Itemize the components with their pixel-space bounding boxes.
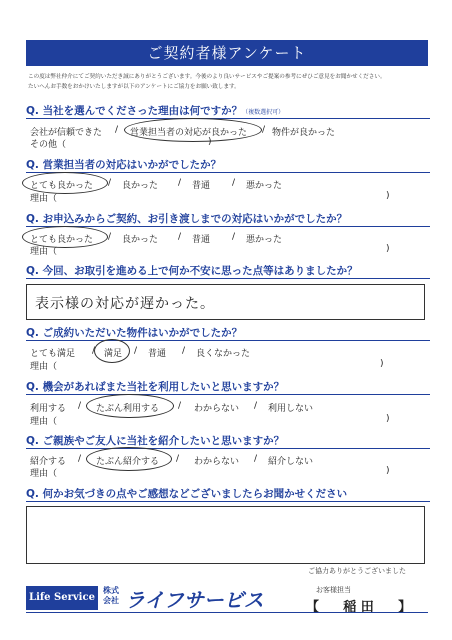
company-name: ライフサービス — [125, 588, 264, 612]
q5-heading — [26, 325, 430, 341]
q2-sep-1: / — [108, 178, 112, 188]
q3-question: Q. お申込みからご契約、お引き渡しまでの対応はいかがでしたか？ — [26, 213, 348, 225]
q6-option-1[interactable]: 利用する — [30, 404, 67, 414]
q1-note: （複数選択可） — [242, 109, 285, 116]
q3-reason-close: ) — [386, 244, 390, 254]
q5-sep-1: / — [92, 346, 96, 356]
company-prefix: 株式会社 — [103, 586, 119, 605]
q3-option-2[interactable]: 良かった — [122, 235, 159, 245]
staff-label: お客様担当 — [316, 586, 351, 594]
q2-option-1[interactable]: とても良かった — [30, 181, 94, 191]
q7-reason-close: ) — [386, 466, 390, 476]
q2-sep-2: / — [178, 178, 182, 188]
q1-option-1[interactable]: 会社が信頼できた — [30, 128, 103, 138]
footer-divider — [26, 612, 428, 613]
q6-option-4[interactable]: 利用しない — [268, 404, 314, 414]
q4-handwritten-answer: 表示様の対応が遅かった。 — [35, 296, 215, 312]
q7-question: Q. ご親族やご友人に当社を紹介したいと思いますか？ — [26, 435, 285, 447]
q5-option-1[interactable]: とても満足 — [30, 349, 76, 359]
q1-heading — [26, 103, 430, 119]
q8-question: Q. 何かお気づきの点やご感想などございましたらお聞かせください — [26, 488, 348, 500]
q5-option-2[interactable]: 満足 — [104, 349, 123, 359]
q3-reason-label: 理由（ — [30, 247, 58, 257]
q6-heading — [26, 379, 430, 395]
intro-line-2: たいへんお手数をおかけいたしますが以下のアンケートにご協力をお願い致します。 — [28, 84, 240, 90]
q2-option-2[interactable]: 良かった — [122, 181, 159, 191]
q6-reason-close: ) — [386, 414, 390, 424]
q7-option-1[interactable]: 紹介する — [30, 457, 67, 467]
q3-sep-3: / — [232, 232, 236, 242]
q6-selected-circle — [86, 394, 174, 418]
q3-sep-2: / — [178, 232, 182, 242]
q3-sep-1: / — [108, 232, 112, 242]
q7-option-3[interactable]: わからない — [194, 457, 240, 467]
q1-selected-circle — [124, 118, 262, 142]
q2-reason-label: 理由（ — [30, 194, 58, 204]
q4-question: Q. 今回、お取引を進める上で何か不安に思った点等はありましたか？ — [26, 265, 358, 277]
q5-question: Q. ご成約いただいた物件はいかがでしたか？ — [26, 327, 243, 339]
q5-sep-2: / — [134, 346, 138, 356]
q2-option-3[interactable]: 普通 — [192, 181, 211, 191]
q3-heading — [26, 211, 430, 227]
q1-other-close: ) — [208, 137, 212, 147]
q5-selected-circle — [94, 339, 130, 363]
q1-other-label: その他（ — [30, 140, 67, 150]
survey-title: ご契約者様アンケート — [26, 40, 428, 66]
q6-sep-1: / — [78, 401, 82, 411]
q5-sep-3: / — [182, 346, 186, 356]
q6-sep-2: / — [178, 401, 182, 411]
q5-option-4[interactable]: 良くなかった — [196, 349, 251, 359]
q1-sep-2: / — [262, 125, 266, 135]
q3-option-3[interactable]: 普通 — [192, 235, 211, 245]
q7-sep-1: / — [78, 454, 82, 464]
q7-heading — [26, 433, 430, 449]
q6-sep-3: / — [254, 401, 258, 411]
q3-option-1[interactable]: とても良かった — [30, 235, 94, 245]
q7-selected-circle — [86, 447, 172, 471]
q1-option-2[interactable]: 営業担当者の対応が良かった — [130, 128, 248, 138]
q4-answer-box[interactable] — [26, 284, 425, 320]
q1-question: Q. 当社を選んでくださった理由は何ですか？ — [26, 105, 243, 117]
q7-sep-2: / — [176, 454, 180, 464]
q8-comment-box[interactable] — [26, 506, 425, 564]
bracket-open: 【 — [306, 600, 320, 615]
q3-option-4[interactable]: 悪かった — [246, 235, 283, 245]
company-logo: Life Service — [26, 586, 98, 610]
q7-option-2[interactable]: たぶん紹介する — [96, 457, 160, 467]
bracket-close: 】 — [398, 600, 412, 615]
q5-reason-label: 理由（ — [30, 362, 58, 372]
q6-option-2[interactable]: たぶん利用する — [96, 404, 160, 414]
q1-sep-1: / — [115, 125, 119, 135]
q6-question: Q. 機会があればまた当社を利用したいと思いますか？ — [26, 381, 285, 393]
q6-option-3[interactable]: わからない — [194, 404, 240, 414]
q7-option-4[interactable]: 紹介しない — [268, 457, 314, 467]
q4-heading — [26, 263, 430, 279]
q7-sep-3: / — [254, 454, 258, 464]
staff-name: 稲 田 — [343, 600, 374, 615]
q2-reason-close: ) — [386, 191, 390, 201]
q5-option-3[interactable]: 普通 — [148, 349, 167, 359]
q8-heading — [26, 486, 430, 502]
q6-reason-label: 理由（ — [30, 417, 58, 427]
thanks-text: ご協力ありがとうございました — [308, 567, 406, 575]
q2-option-4[interactable]: 悪かった — [246, 181, 283, 191]
q2-heading — [26, 157, 430, 173]
q5-reason-close: ) — [380, 359, 384, 369]
q7-reason-label: 理由（ — [30, 469, 58, 479]
q2-question: Q. 営業担当者の対応はいかがでしたか？ — [26, 159, 222, 171]
intro-line-1: この度は弊社仲介にてご契約いただき誠にありがとうございます。今後のより良いサービスやご提案の参考にぜひご意見をお聞かせください。 — [28, 74, 386, 80]
q1-option-3[interactable]: 物件が良かった — [272, 128, 336, 138]
q2-sep-3: / — [232, 178, 236, 188]
